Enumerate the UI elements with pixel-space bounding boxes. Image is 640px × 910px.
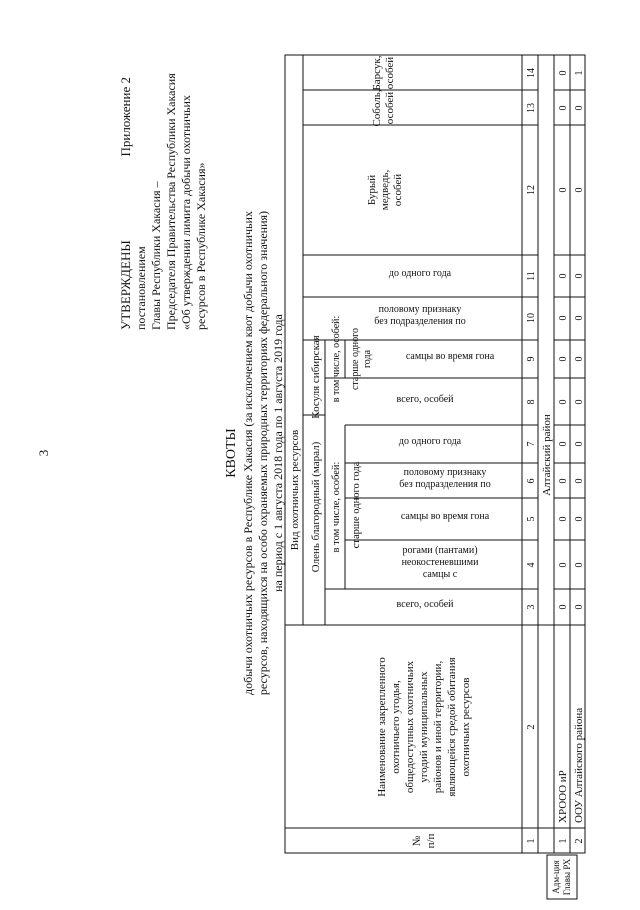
row-no: 1 — [558, 838, 569, 844]
col-number: 2 — [526, 724, 537, 730]
roe-no-sex-header: без подразделения по — [374, 316, 466, 327]
table-cell: 0 — [574, 273, 585, 279]
stamp-line: Главы РХ — [562, 858, 572, 896]
table-cell: 0 — [558, 441, 569, 447]
col-number: 13 — [526, 103, 537, 113]
table-cell: 0 — [574, 604, 585, 610]
col-name-header: районов и иной территории, — [432, 660, 444, 794]
district-label: Алтайский район — [541, 414, 553, 496]
ossified-header: неокостеневшими — [401, 557, 479, 568]
sable-header: Соболь, — [371, 89, 383, 127]
table-cell: 0 — [574, 516, 585, 522]
subtitle-line: на период с 1 августа 2018 года по 1 августа 2019 года — [271, 314, 285, 592]
table-cell: 0 — [574, 105, 585, 111]
roe-under-year-header: до одного года — [388, 268, 452, 279]
table-cell: 0 — [558, 187, 569, 193]
col-number: 4 — [526, 562, 537, 568]
bear-header: медведь, — [379, 169, 391, 211]
row-name: ХРООО иР — [557, 770, 569, 823]
stamp — [547, 855, 577, 899]
col-name-header: Наименование закрепленного — [376, 657, 388, 797]
col-number: 10 — [526, 313, 537, 323]
deer-header: Олень благородный (марал) — [310, 441, 322, 573]
col-number: 1 — [526, 838, 537, 844]
roe-incl: в том числе, особей: — [331, 315, 342, 403]
col-number: 14 — [526, 68, 537, 78]
deer-incl: в том числе, особей: — [331, 461, 342, 553]
table-cell: 0 — [574, 187, 585, 193]
page-number: 3 — [36, 449, 51, 457]
approved-line: Председателя Правительства Республики Хакасия — [164, 73, 178, 330]
col-name-header: охотничьего угодья, — [390, 680, 402, 774]
table-cell: 0 — [558, 105, 569, 111]
table-cell: 0 — [558, 516, 569, 522]
row-no: 2 — [574, 838, 585, 844]
ossified-header: самцы с — [422, 569, 458, 580]
col-name-header: являющейся средой обитания — [446, 657, 458, 797]
approved-line: ресурсов в Республике Хакасия» — [194, 162, 208, 330]
table-cell: 0 — [558, 273, 569, 279]
quota-table — [285, 55, 585, 853]
approved-line: постановлением — [134, 246, 148, 330]
subtitle-line: добычи охотничьих ресурсов в Республике Хакасия (за исключением квот добычи охотничьих — [241, 211, 255, 695]
table-cell: 0 — [574, 562, 585, 568]
no-sex-header: без подразделения по — [399, 479, 491, 490]
col-number: 9 — [526, 356, 537, 362]
col-no-header: п/п — [425, 833, 437, 849]
roe-header: Косуля сибирская — [310, 335, 322, 419]
table-cell: 0 — [558, 478, 569, 484]
approved-line: «Об утверждении лимита добычи охотничьих — [179, 95, 193, 330]
lynx-header: особей — [384, 56, 396, 90]
col-number: 7 — [526, 441, 537, 447]
approved-line: Главы Республики Хакасия – — [149, 181, 163, 330]
table-cell: 0 — [558, 70, 569, 76]
lynx-header: Барсук, — [371, 55, 383, 91]
col-name-header: общедоступных охотничьих — [404, 660, 416, 794]
stamp-line: Адм-ция — [551, 860, 561, 894]
col-number: 11 — [526, 271, 537, 281]
row-name: ООУ Алтайского района — [573, 707, 585, 823]
col-number: 5 — [526, 516, 537, 522]
under-year-header: до одного года — [398, 436, 462, 447]
table-cell: 0 — [558, 562, 569, 568]
roe-older: года — [362, 349, 373, 369]
table-cell: 0 — [574, 399, 585, 405]
roe-no-sex-header: половому признаку — [378, 304, 462, 315]
table-cell: 0 — [558, 315, 569, 321]
table-cell: 1 — [574, 70, 585, 76]
table-cell: 0 — [574, 356, 585, 362]
table-cell: 0 — [574, 441, 585, 447]
col-no-header: № — [411, 835, 423, 847]
ossified-header: рогами (пантами) — [402, 545, 478, 556]
col-number: 3 — [526, 604, 537, 610]
appendix-label: Приложение 2 — [118, 77, 133, 157]
subtitle-line: ресурсов, находящихся на особо охраняемых природных территориях федерального значения) — [256, 210, 270, 696]
col-name-header: охотничьих ресурсов — [460, 677, 472, 777]
bear-header: Бурый — [366, 174, 378, 206]
col-number: 12 — [526, 185, 537, 195]
col-number: 6 — [526, 478, 537, 484]
table-cell: 0 — [574, 478, 585, 484]
deer-older: старше одного года — [351, 461, 362, 549]
total-header: всего, особей — [396, 599, 454, 610]
roe-total-header: всего, особей — [396, 394, 454, 405]
bear-header: особей — [392, 173, 404, 207]
col-name-header: угодий муниципальных — [418, 671, 430, 783]
approved-title: УТВЕРЖДЕНЫ — [118, 240, 133, 330]
table-cell: 0 — [574, 315, 585, 321]
table-cell: 0 — [558, 399, 569, 405]
table-cell: 0 — [558, 604, 569, 610]
table-cell: 0 — [558, 356, 569, 362]
males-rut-header: самцы во время гона — [400, 511, 490, 522]
roe-males-rut-header: самцы во время гона — [405, 351, 495, 362]
document-title: КВОТЫ — [224, 428, 239, 478]
species-header: Вид охотничьих ресурсов — [289, 429, 301, 551]
sable-header: особей — [384, 91, 396, 125]
no-sex-header: половому признаку — [403, 467, 487, 478]
col-number: 8 — [526, 399, 537, 405]
roe-older: старше одного — [350, 327, 361, 391]
